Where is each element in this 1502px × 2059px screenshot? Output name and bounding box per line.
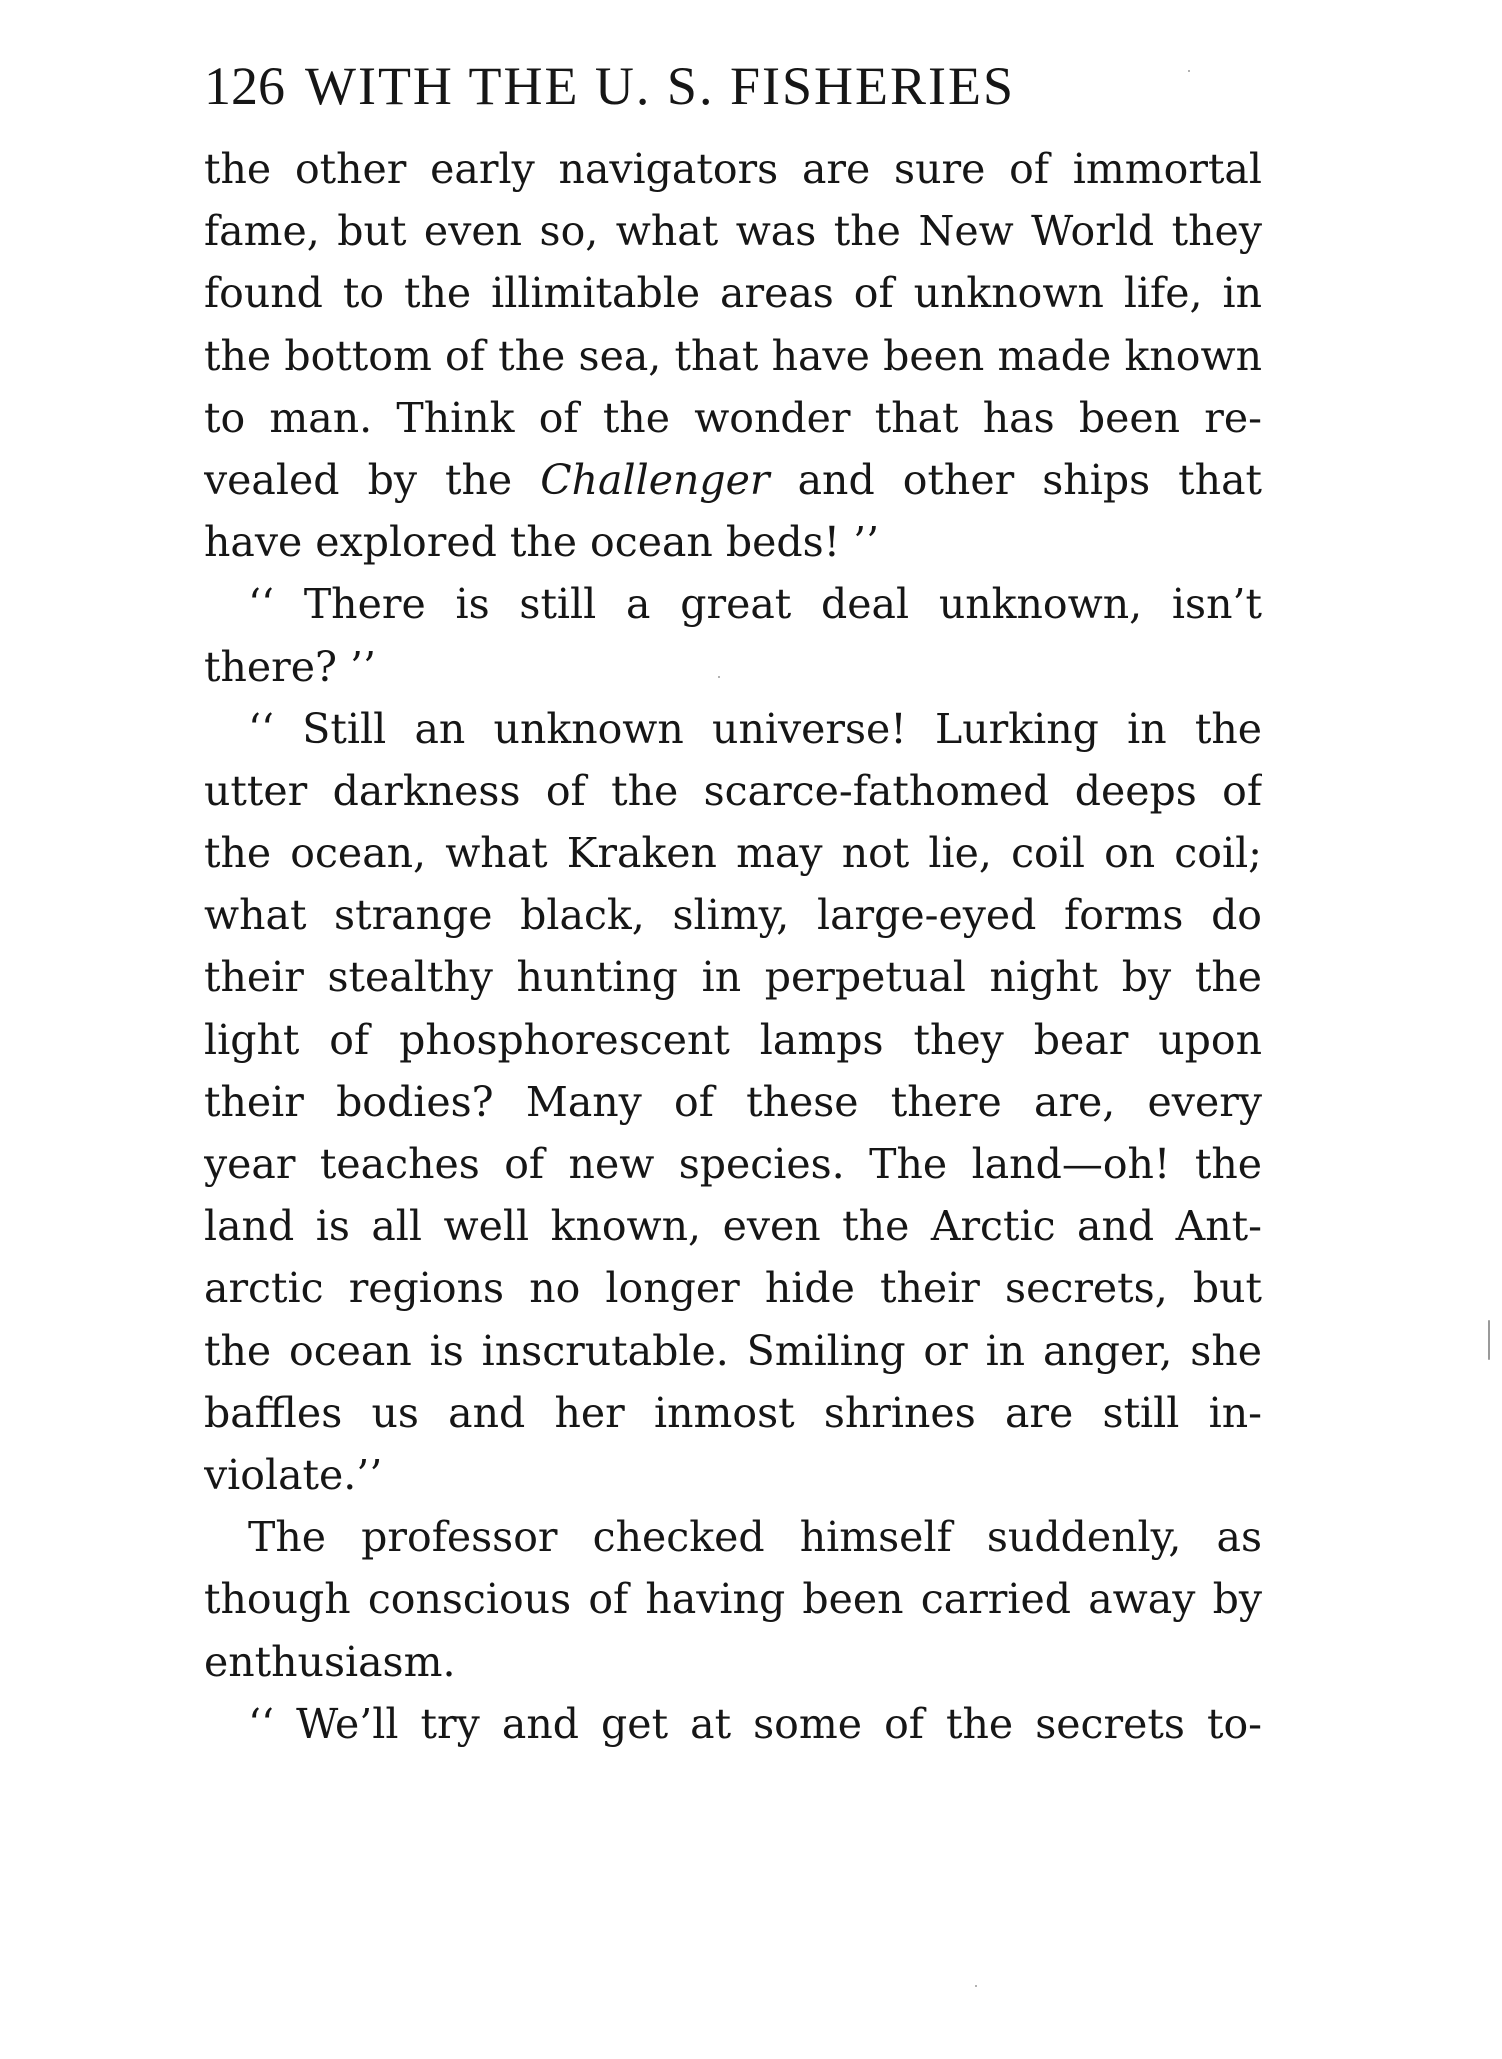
text-line: fame, but even so, what was the New World they: [204, 207, 1262, 256]
text-line: utter darkness of the scarce-fathomed deeps of: [204, 766, 1262, 815]
text-line: the ocean is inscrutable. Smiling or in anger, she: [204, 1326, 1262, 1375]
text-line: what strange black, slimy, large-eyed forms do: [204, 891, 1262, 940]
text-line: arctic regions no longer hide their secrets, but: [204, 1264, 1262, 1313]
text-line: though conscious of having been carried away by: [204, 1575, 1262, 1624]
text-line-with-ship-name: [204, 449, 1262, 511]
text-line: baffles us and her inmost shrines are still in-: [204, 1388, 1262, 1437]
body-text: [204, 138, 1262, 1755]
text-line: ‘‘ We’ll try and get at some of the secrets to-: [248, 1699, 1262, 1748]
paper-speck: [718, 676, 720, 678]
text-line: ‘‘ There is still a great deal unknown, isn’t: [248, 580, 1262, 629]
text-run: vealed by the: [204, 455, 541, 504]
text-line: the bottom of the sea, that have been made known: [204, 331, 1262, 380]
running-title: WITH THE U. S. FISHERIES: [305, 56, 1016, 116]
text-line: their bodies? Many of these there are, every: [204, 1077, 1262, 1126]
text-line: land is all well known, even the Arctic and Ant-: [204, 1202, 1262, 1251]
text-line: year teaches of new species. The land—oh! the: [204, 1140, 1262, 1188]
text-line: have explored the ocean beds! ’’: [204, 518, 880, 567]
paper-speck: [975, 1985, 977, 1987]
text-line: the other early navigators are sure of immortal: [204, 145, 1262, 193]
text-line: violate.’’: [204, 1450, 383, 1499]
text-line: the ocean, what Kraken may not lie, coil on coil;: [204, 829, 1262, 878]
text-run: and other ships that: [769, 455, 1262, 504]
page-number: 126: [204, 56, 285, 116]
ship-name: Challenger: [540, 455, 770, 504]
text-line: found to the illimitable areas of unknown life, in: [204, 269, 1262, 318]
text-line: to man. Think of the wonder that has been re-: [204, 393, 1262, 442]
text-line: The professor checked himself suddenly, as: [248, 1513, 1262, 1562]
running-head: [204, 46, 1274, 126]
text-line: enthusiasm.: [204, 1637, 456, 1686]
text-line: their stealthy hunting in perpetual night by the: [204, 953, 1262, 1002]
text-line: ‘‘ Still an unknown universe! Lurking in the: [248, 704, 1262, 753]
paper-speck: [1188, 70, 1190, 72]
paper-edge-mark: [1488, 1320, 1490, 1360]
text-line: there? ’’: [204, 642, 377, 691]
text-line: light of phosphorescent lamps they bear upon: [204, 1015, 1262, 1064]
